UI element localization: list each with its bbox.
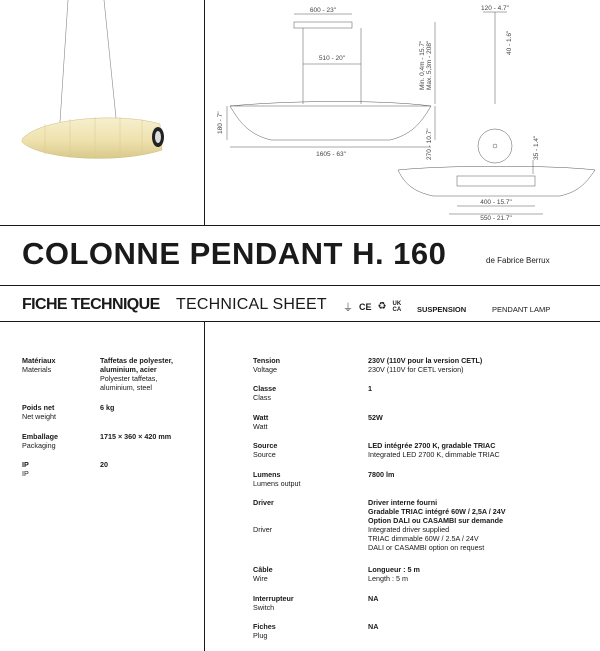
certification-marks	[343, 299, 406, 314]
spec-value	[100, 403, 192, 412]
dim-270: 270 - 10.7"	[426, 128, 433, 160]
spec-label	[253, 413, 268, 431]
spec-value-fr: 1715 × 360 × 420 mm	[100, 432, 172, 441]
spec-label	[253, 470, 301, 488]
spec-label-en: Watt	[253, 422, 268, 431]
spec-label-fr: Matériaux	[22, 356, 56, 365]
spec-label-fr: Câble	[253, 565, 273, 574]
spec-value-fr: 6 kg	[100, 403, 115, 412]
spec-value-fr: 20	[100, 460, 108, 469]
spec-label-fr: IP	[22, 460, 29, 469]
divider-horizontal-top	[0, 225, 600, 226]
spec-value	[368, 413, 588, 422]
spec-value-en: 230V (110V for CETL version)	[368, 365, 464, 374]
product-photo	[0, 0, 204, 225]
spec-value-fr: 7800 lm	[368, 470, 395, 479]
dim-35: 35 - 1.4"	[533, 135, 540, 160]
dim-120: 120 - 4.7"	[481, 5, 509, 12]
spec-label-fr: Poids net	[22, 403, 55, 412]
spec-value-fr: NA	[368, 622, 379, 631]
spec-label-en: Switch	[253, 603, 275, 612]
divider-horizontal-sub	[0, 321, 600, 322]
spec-value	[368, 384, 588, 393]
spec-value	[100, 460, 192, 469]
divider-horizontal-title	[0, 285, 600, 286]
spec-value	[368, 441, 588, 459]
dim-1605: 1605 - 63"	[316, 151, 346, 158]
ground-icon: ⏚	[343, 303, 353, 314]
category-fr: SUSPENSION	[417, 305, 467, 314]
dim-40: 40 - 1.6"	[506, 30, 513, 55]
spec-label	[22, 403, 56, 421]
spec-label-fr: Lumens	[253, 470, 281, 479]
spec-value	[368, 565, 588, 583]
spec-label	[253, 384, 276, 402]
spec-value-fr: Taffetas de polyester, aluminium, acier	[100, 356, 173, 374]
spec-label-fr: Classe	[253, 384, 277, 393]
technical-sheet-label: TECHNICAL SHEET	[176, 296, 327, 313]
recycle-icon: ♻	[377, 301, 387, 312]
spec-value-en: Integrated driver supplied TRIAC dimmable 60W / 2.5A / 24V DALI or CASAMBI option on request	[368, 525, 485, 552]
spec-value-fr: Driver interne fourni Gradable TRIAC intégré 60W / 2,5A / 24V Option DALI ou CASAMBI sur demande	[368, 498, 506, 525]
spec-value	[368, 498, 588, 552]
page-title: COLONNE PENDANT H. 160	[22, 236, 447, 271]
spec-value-fr: 52W	[368, 413, 383, 422]
spec-label-en: Voltage	[253, 365, 277, 374]
dim-400: 400 - 15.7"	[480, 199, 512, 206]
spec-label-fr: Fiches	[253, 622, 276, 631]
spec-label	[253, 594, 294, 612]
category-en: PENDANT LAMP	[492, 305, 551, 314]
spec-label	[253, 498, 274, 534]
spec-label-en: Net weight	[22, 412, 56, 421]
spec-label-fr: Tension	[253, 356, 281, 365]
spec-value	[100, 356, 192, 392]
spec-label	[253, 356, 280, 374]
dim-510: 510 - 20"	[318, 55, 346, 62]
spec-value-en: Integrated LED 2700 K, dimmable TRIAC	[368, 450, 500, 459]
spec-label-en: Lumens output	[253, 479, 301, 488]
spec-label-en: IP	[22, 469, 29, 478]
divider-vertical-specs	[204, 321, 205, 651]
spec-value-en: Length : 5 m	[368, 574, 408, 583]
spec-value-fr: Longueur : 5 m	[368, 565, 420, 574]
spec-label-fr: Watt	[253, 413, 269, 422]
spec-value-fr: 230V (110V pour la version CETL)	[368, 356, 483, 365]
spec-label-en: Driver	[253, 525, 273, 534]
spec-label	[22, 460, 29, 478]
ce-mark-icon: CE	[359, 301, 372, 312]
spec-label-en: Class	[253, 393, 271, 402]
dim-suspension-min: Min. 0,4m - 15.7"	[419, 40, 426, 90]
spec-value	[100, 432, 192, 441]
dim-180: 180 - 7"	[217, 111, 224, 134]
dim-suspension-max: Max. 5,3m - 208"	[426, 40, 433, 90]
spec-label	[253, 441, 277, 459]
spec-label	[253, 622, 276, 640]
spec-label-en: Packaging	[22, 441, 56, 450]
spec-label	[253, 565, 273, 583]
spec-value	[368, 470, 588, 479]
technical-drawing	[205, 0, 600, 225]
spec-value	[368, 594, 588, 603]
spec-label-en: Materials	[22, 365, 52, 374]
spec-value-en: Polyester taffetas, aluminium, steel	[100, 374, 158, 392]
spec-label-fr: Emballage	[22, 432, 58, 441]
spec-label	[22, 432, 58, 450]
spec-value-fr: NA	[368, 594, 379, 603]
spec-label	[22, 356, 56, 374]
spec-label-en: Plug	[253, 631, 268, 640]
spec-label-fr: Driver	[253, 498, 274, 507]
spec-label-fr: Source	[253, 441, 278, 450]
spec-label-en: Source	[253, 450, 276, 459]
spec-label-fr: Interrupteur	[253, 594, 294, 603]
spec-value	[368, 622, 588, 631]
dim-550: 550 - 21.7"	[480, 215, 512, 222]
spec-value	[368, 356, 588, 374]
fiche-technique-label: FICHE TECHNIQUE	[22, 296, 160, 313]
spec-label-en: Wire	[253, 574, 268, 583]
dim-600: 600 - 23"	[309, 7, 337, 14]
designer-byline: de Fabrice Berrux	[486, 256, 550, 265]
spec-value-fr: LED intégrée 2700 K, gradable TRIAC	[368, 441, 496, 450]
ukca-mark-icon: UK CA	[392, 300, 402, 313]
spec-value-fr: 1	[368, 384, 372, 393]
